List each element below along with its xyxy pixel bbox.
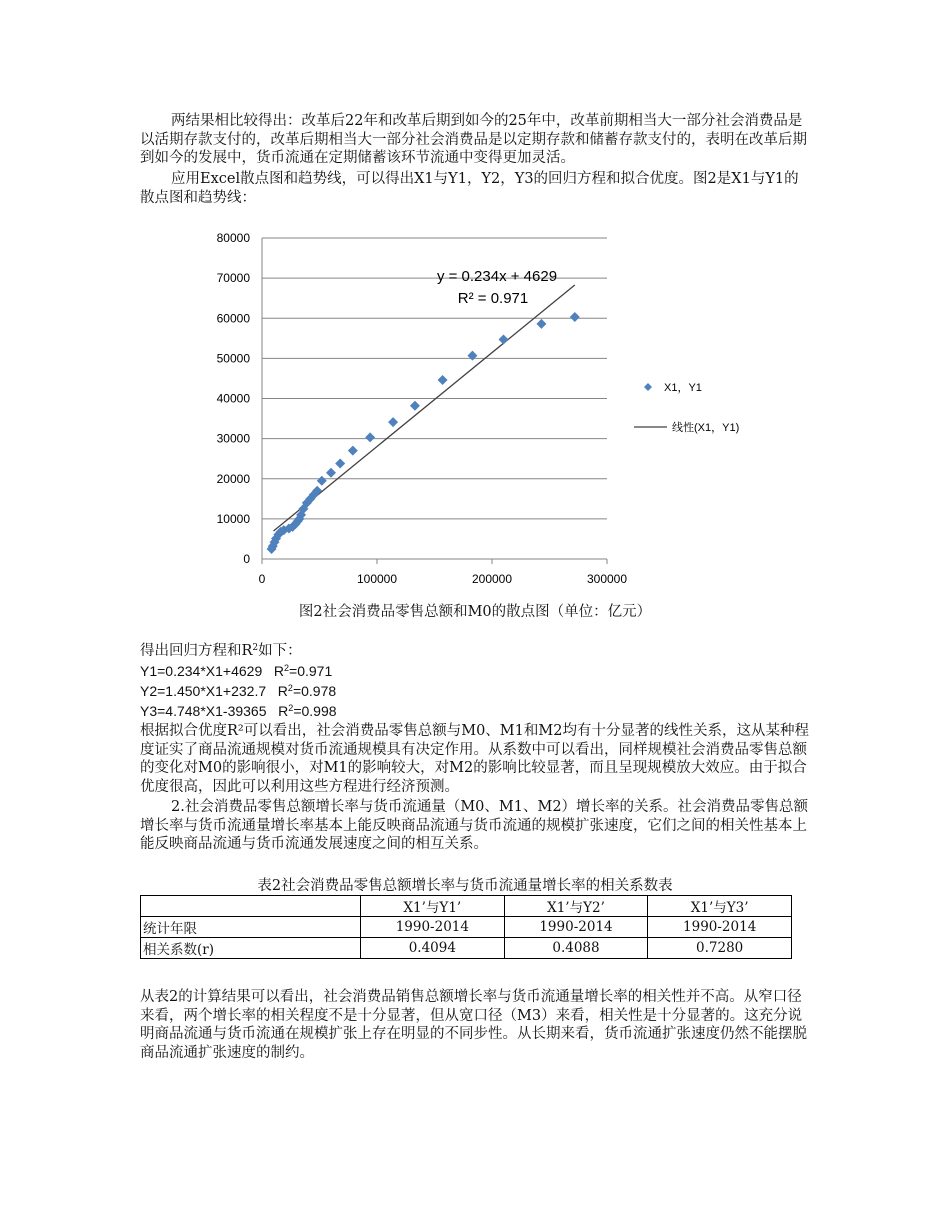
equation-y1-lhs: Y1=0.234*X1+4629 <box>140 663 263 679</box>
data-point <box>317 476 327 486</box>
intro-prefix: 得出回归方程和R <box>140 643 253 659</box>
paragraph-goodness-of-fit: 根据拟合优度R²可以看出，社会消费品零售总额与M0、M1和M2均有十分显著的线性关系，这从某种程度证实了商品流通规模对货币流通规模具有决定作用。从系数中可以看出，同样规模社会消费品零售总额的变化对M0的影响很小，对M1的影响较大，对M2的影响比较显著，而且呈现规模放大效应。由于拟合优度很高，因此可以利用这些方程进行经济预测。 <box>140 723 809 795</box>
y-tick-label: 50000 <box>216 351 250 366</box>
table-header-cell: X1’与Y3’ <box>648 896 792 917</box>
table-cell: 1990-2014 <box>361 917 505 938</box>
y-tick-label: 30000 <box>216 431 250 446</box>
scatter-chart <box>200 220 760 600</box>
table-header-row <box>141 896 792 917</box>
equation-y1-r-sup: 2 <box>284 663 290 673</box>
equation-y2-r-value: =0.978 <box>292 683 337 699</box>
equation-y3 <box>140 701 337 721</box>
data-point <box>348 446 358 456</box>
equation-y2-lhs: Y2=1.450*X1+232.7 <box>140 683 267 699</box>
equation-y3-r-value: =0.998 <box>293 703 337 719</box>
table-header-cell: X1’与Y2’ <box>504 896 648 917</box>
x-tick-label: 0 <box>258 572 266 586</box>
data-point <box>335 459 345 469</box>
table-cell: 统计年限 <box>141 917 361 938</box>
intro-suffix: 如下： <box>258 643 302 659</box>
data-point <box>326 468 336 478</box>
table-caption: 表2社会消费品零售总额增长率与货币流通量增长率的相关系数表 <box>257 878 673 894</box>
table-cell: 0.4088 <box>504 938 648 959</box>
equation-y1-r-label: R <box>273 663 285 679</box>
equation-y3-r-sup: 2 <box>288 703 294 713</box>
table-cell: 0.7280 <box>648 938 792 959</box>
y-tick-label: 10000 <box>216 511 250 526</box>
intro-sup: 2 <box>252 643 259 653</box>
equation-y1-r-value: =0.971 <box>289 663 333 679</box>
table-header-cell: X1’与Y1’ <box>361 896 505 917</box>
equation-y2-r-sup: 2 <box>287 683 293 693</box>
data-point <box>570 312 580 322</box>
table-header-cell <box>141 896 361 917</box>
table-row <box>141 917 792 938</box>
paragraph-regression-intro <box>140 642 810 661</box>
y-tick-label: 60000 <box>216 311 250 326</box>
paragraph-excel-method: 应用Excel散点图和趋势线，可以得出X1与Y1，Y2，Y3的回归方程和拟合优度。图2是X1与Y1的散点图和趋势线： <box>140 171 799 206</box>
equation-y3-lhs: Y3=4.748*X1-39365 <box>140 703 267 719</box>
x-tick-label: 100000 <box>356 572 398 586</box>
equation-y2 <box>140 681 336 701</box>
figure-caption: 图2社会消费品零售总额和M0的散点图（单位：亿元） <box>298 604 652 620</box>
data-point <box>499 335 509 345</box>
y-tick-label: 40000 <box>216 391 250 406</box>
legend-marker <box>644 383 652 391</box>
data-point <box>467 351 477 361</box>
legend-label-series: X1，Y1 <box>664 382 702 394</box>
data-point <box>410 401 420 411</box>
data-point <box>536 319 546 329</box>
y-tick-label: 70000 <box>216 271 250 286</box>
table-row <box>141 938 792 959</box>
table-cell: 1990-2014 <box>648 917 792 938</box>
table-cell: 相关系数(r) <box>141 938 361 959</box>
paragraph-comparison: 两结果相比较得出：改革后22年和改革后期到如今的25年中，改革前期相当大一部分社会消费品是以活期存款支付的，改革后期相当大一部分社会消费品是以定期存款和储蓄存款支付的，表明在改革后期到如今的发展中，货币流通在定期储蓄该环节流通中变得更加灵活。 <box>140 113 807 166</box>
y-tick-label: 20000 <box>216 471 250 486</box>
legend-label-trendline: 线性(X1，Y1) <box>672 422 740 434</box>
paragraph-conclusion: 从表2的计算结果可以看出，社会消费品销售总额增长率与货币流通量增长率的相关性并不高。从窄口径来看，两个增长率的相关程度不是十分显著，但从宽口径（M3）来看，相关性是十分显著的。这充分说明商品流通与货币流通在规模扩张上存在明显的不同步性。从长期来看，货币流通扩张速度仍然不能摆脱商品流通扩张速度的制约。 <box>140 989 807 1061</box>
y-tick-label: 0 <box>243 552 250 566</box>
table-cell: 1990-2014 <box>504 917 648 938</box>
paragraph-growth-rate: 2.社会消费品零售总额增长率与货币流通量（M0、M1、M2）增长率的关系。社会消费品零售总额增长率与货币流通量增长率基本上能反映商品流通与货币流通的规模扩张速度，它们之间的相关性基本上能反映商品流通与货币流通发展速度之间的相互关系。 <box>140 799 809 852</box>
data-point <box>365 432 375 442</box>
correlation-table <box>140 895 792 959</box>
y-tick-label: 80000 <box>216 231 250 245</box>
data-point <box>438 375 448 385</box>
equation-y3-r-label: R <box>278 703 289 719</box>
equation-y1 <box>140 661 332 681</box>
trendline-r2: R² = 0.971 <box>457 290 529 307</box>
table-cell: 0.4094 <box>361 938 505 959</box>
data-point <box>388 417 398 427</box>
trendline-equation: y = 0.234x + 4629 <box>436 268 558 285</box>
x-tick-label: 300000 <box>586 572 628 586</box>
x-tick-label: 200000 <box>471 572 513 586</box>
equation-y2-r-label: R <box>277 683 288 699</box>
